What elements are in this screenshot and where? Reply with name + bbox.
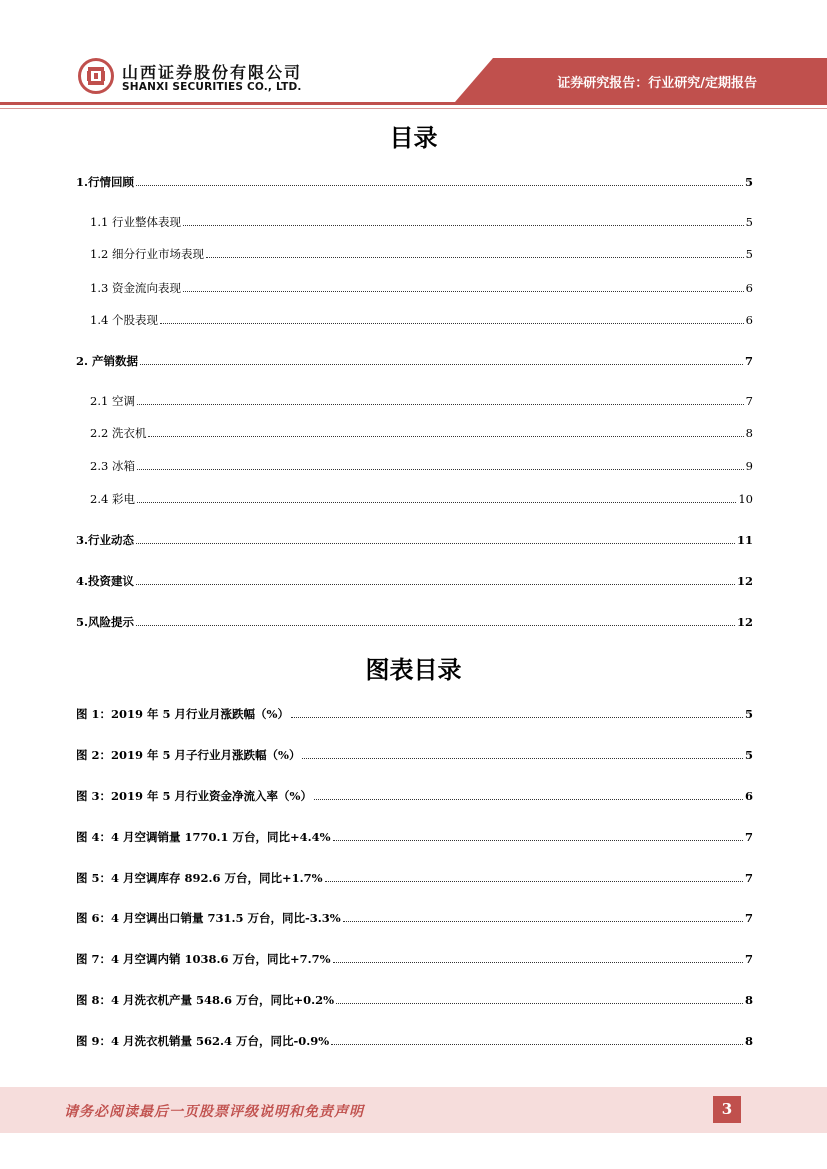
toc-leader-dots — [291, 717, 743, 718]
figure-entry[interactable] — [76, 785, 753, 803]
figure-entry-page: 7 — [744, 830, 753, 844]
figure-entry-page: 5 — [744, 748, 753, 762]
figure-entry[interactable] — [76, 744, 753, 762]
figure-entry-label: 图 3：2019 年 5 月行业资金净流入率（%） — [76, 789, 312, 803]
figure-entry-label: 图 9：4 月洗衣机销量 562.4 万台，同比-0.9% — [76, 1034, 330, 1048]
toc-entry-page: 8 — [745, 426, 753, 440]
toc-entry-page: 6 — [745, 313, 753, 327]
toc-entry[interactable] — [90, 455, 753, 473]
figure-entry-label: 图 4：4 月空调销量 1770.1 万台，同比+4.4% — [76, 830, 331, 844]
toc-entry[interactable] — [90, 309, 753, 327]
toc-entry[interactable] — [76, 570, 753, 588]
figure-entry-label: 图 6：4 月空调出口销量 731.5 万台，同比-3.3% — [76, 911, 341, 925]
figure-entry-label: 图 7：4 月空调内销 1038.6 万台，同比+7.7% — [76, 952, 331, 966]
company-logo-icon — [78, 58, 114, 94]
toc-entry[interactable] — [90, 488, 753, 506]
toc-leader-dots — [183, 225, 744, 226]
toc-entry[interactable] — [90, 390, 753, 408]
figure-entry-label: 图 5：4 月空调库存 892.6 万台，同比+1.7% — [76, 871, 323, 885]
toc-entry[interactable] — [76, 171, 753, 189]
figure-entry[interactable] — [76, 826, 753, 844]
toc-leader-dots — [148, 436, 743, 437]
report-type-label: 证券研究报告：行业研究/定期报告 — [557, 76, 757, 91]
toc-title: 目录 — [389, 124, 438, 152]
company-name-en: SHANXI SECURITIES CO., LTD. — [122, 81, 302, 93]
toc-leader-dots — [136, 625, 735, 626]
toc-leader-dots — [314, 799, 743, 800]
toc-leader-dots — [331, 1044, 743, 1045]
figure-entry[interactable] — [76, 1030, 753, 1048]
toc-entry-page: 5 — [745, 215, 753, 229]
figure-entry-page: 8 — [744, 1034, 753, 1048]
toc-entry-page: 12 — [736, 615, 753, 629]
toc-entry-label: 2.3 冰箱 — [90, 459, 135, 473]
toc-leader-dots — [137, 469, 744, 470]
toc-leader-dots — [333, 840, 743, 841]
toc-leader-dots — [343, 921, 743, 922]
toc-entry-page: 7 — [744, 354, 753, 368]
toc-leader-dots — [140, 364, 743, 365]
figure-entry[interactable] — [76, 867, 753, 885]
toc-leader-dots — [336, 1003, 743, 1004]
toc-entry[interactable] — [76, 350, 753, 368]
toc-entry[interactable] — [90, 243, 753, 261]
toc-entry-label: 1.4 个股表现 — [90, 313, 158, 327]
toc-leader-dots — [333, 962, 743, 963]
toc-entry-label: 2.1 空调 — [90, 394, 135, 408]
figure-entry[interactable] — [76, 989, 753, 1007]
figure-entry-label: 图 1：2019 年 5 月行业月涨跌幅（%） — [76, 707, 289, 721]
header-divider — [0, 102, 827, 105]
toc-entry-label: 3.行业动态 — [76, 533, 135, 547]
toc-entry-page: 6 — [745, 281, 753, 295]
toc-entry-page: 5 — [744, 175, 753, 189]
toc-leader-dots — [302, 758, 743, 759]
toc-entry-page: 7 — [745, 394, 753, 408]
toc-entry-label: 5.风险提示 — [76, 615, 135, 629]
page-header — [0, 0, 827, 104]
toc-entry[interactable] — [90, 211, 753, 229]
toc-entry-page: 5 — [745, 247, 753, 261]
company-name-cn: 山西证券股份有限公司 — [122, 63, 303, 82]
toc-leader-dots — [183, 291, 744, 292]
toc-entry-page: 12 — [736, 574, 753, 588]
toc-leader-dots — [136, 584, 735, 585]
toc-leader-dots — [137, 502, 736, 503]
figures-title: 图表目录 — [365, 656, 462, 684]
toc-leader-dots — [136, 185, 743, 186]
toc-entry-label: 2. 产销数据 — [76, 354, 139, 368]
toc-entry-label: 2.2 洗衣机 — [90, 426, 147, 440]
toc-entry[interactable] — [90, 422, 753, 440]
toc-entry-label: 1.行情回顾 — [76, 175, 135, 189]
toc-entry-page: 11 — [736, 533, 753, 547]
toc-entry-page: 10 — [738, 492, 753, 506]
toc-entry-label: 1.1 行业整体表现 — [90, 215, 181, 229]
toc-entry-page: 9 — [745, 459, 753, 473]
page-number: 3 — [713, 1096, 741, 1123]
figure-entry[interactable] — [76, 948, 753, 966]
figure-entry-page: 6 — [744, 789, 753, 803]
toc-entry-label: 1.3 资金流向表现 — [90, 281, 181, 295]
toc-leader-dots — [206, 257, 744, 258]
figure-entry-label: 图 2：2019 年 5 月子行业月涨跌幅（%） — [76, 748, 301, 762]
toc-leader-dots — [136, 543, 735, 544]
figure-entry-page: 5 — [744, 707, 753, 721]
figure-entry[interactable] — [76, 907, 753, 925]
header-divider-thin — [0, 108, 827, 109]
figure-entry-page: 7 — [744, 911, 753, 925]
toc-leader-dots — [325, 881, 743, 882]
figure-entry-page: 7 — [744, 952, 753, 966]
figure-entry-label: 图 8：4 月洗衣机产量 548.6 万台，同比+0.2% — [76, 993, 335, 1007]
toc-entry[interactable] — [76, 529, 753, 547]
footer-disclaimer: 请务必阅读最后一页股票评级说明和免责声明 — [64, 1104, 364, 1120]
figure-entry[interactable] — [76, 703, 753, 721]
toc-entry[interactable] — [76, 611, 753, 629]
toc-leader-dots — [160, 323, 744, 324]
toc-entry-label: 1.2 细分行业市场表现 — [90, 247, 204, 261]
toc-entry-label: 4.投资建议 — [76, 574, 135, 588]
toc-leader-dots — [137, 404, 744, 405]
toc-entry-label: 2.4 彩电 — [90, 492, 135, 506]
figure-entry-page: 8 — [744, 993, 753, 1007]
figure-entry-page: 7 — [744, 871, 753, 885]
toc-entry[interactable] — [90, 277, 753, 295]
